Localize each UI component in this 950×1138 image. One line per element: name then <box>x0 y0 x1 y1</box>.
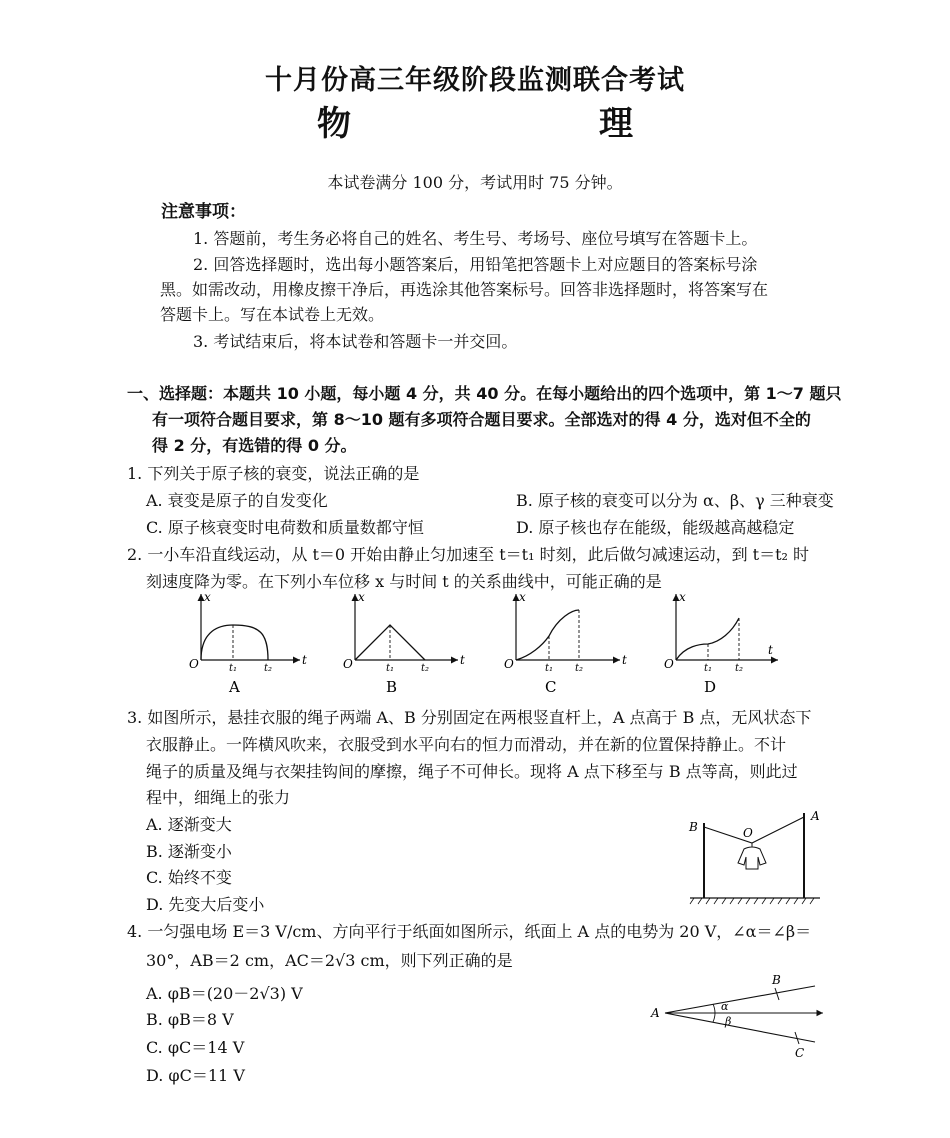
exam-title: 十月份高三年级阶段监测联合考试 <box>265 65 685 96</box>
q1-option-b: B. 原子核的衰变可以分为 α、β、γ 三种衰变 <box>516 491 834 510</box>
q4-line-2: 30°，AB＝2 cm，AC＝2√3 cm，则下列正确的是 <box>146 951 513 970</box>
graph-b-x-label: x <box>358 590 365 604</box>
q4-figure <box>645 970 835 1060</box>
graph-b-t2-label: t₂ <box>421 663 430 674</box>
graph-a-t-label: t <box>302 653 307 667</box>
graph-a-o-label: O <box>189 657 199 671</box>
graph-a-t2-label: t₂ <box>264 663 273 674</box>
graph-a-t1-label: t₁ <box>229 663 238 674</box>
graph-b-t1-label: t₁ <box>386 663 395 674</box>
graph-d-o-label: O <box>664 657 674 671</box>
notice-line-2c: 答题卡上。写在本试卷上无效。 <box>160 305 385 324</box>
section-1-line-2: 有一项符合题目要求，第 8～10 题有多项符合题目要求。全部选对的得 4 分，选对但不全的 <box>152 410 811 429</box>
q3-option-d: D. 先变大后变小 <box>146 895 265 914</box>
exam-info: 本试卷满分 100 分，考试用时 75 分钟。 <box>327 173 623 192</box>
graph-d-caption: D <box>704 678 717 696</box>
q3-line-1: 3. 如图所示，悬挂衣服的绳子两端 A、B 分别固定在两根竖直杆上，A 点高于 B 点，无风状态下 <box>127 708 812 727</box>
q3-label-o: O <box>743 826 753 840</box>
notice-line-1: 1. 答题前，考生务必将自己的姓名、考生号、考场号、座位号填写在答题卡上。 <box>193 229 758 248</box>
q4-option-a: A. φB＝(20－2√3) V <box>146 984 303 1003</box>
graph-a-x-label: x <box>204 590 211 604</box>
q4-label-a: A <box>651 1006 660 1020</box>
graph-d-x-label: x <box>679 590 686 604</box>
notice-line-2a: 2. 回答选择题时，选出每小题答案后，用铅笔把答题卡上对应题目的答案标号涂 <box>193 255 758 274</box>
q3-figure <box>680 805 830 910</box>
q3-line-2: 衣服静止。一阵横风吹来，衣服受到水平向右的恒力而滑动，并在新的位置保持静止。不计 <box>146 735 787 754</box>
graph-b-caption: B <box>386 678 398 696</box>
graph-b <box>343 590 465 674</box>
q3-option-a: A. 逐渐变大 <box>146 815 232 834</box>
q1-option-d: D. 原子核也存在能级，能级越高越稳定 <box>516 518 795 537</box>
section-1-line-3: 得 2 分，有选错的得 0 分。 <box>152 436 357 455</box>
graph-c-o-label: O <box>504 657 514 671</box>
graph-c <box>504 590 627 674</box>
notice-line-3: 3. 考试结束后，将本试卷和答题卡一并交回。 <box>193 332 518 351</box>
q4-label-alpha: α <box>721 1000 729 1013</box>
graph-a-caption: A <box>229 678 240 696</box>
graph-d-t1-label: t₁ <box>704 663 713 674</box>
graph-d <box>664 590 778 674</box>
graph-c-t2-label: t₂ <box>575 663 584 674</box>
q3-label-a: A <box>811 809 820 823</box>
q1-option-a: A. 衰变是原子的自发变化 <box>146 491 328 510</box>
graph-c-t1-label: t₁ <box>545 663 554 674</box>
q4-label-beta: β <box>725 1015 732 1028</box>
q3-label-b: B <box>689 820 698 834</box>
q1-stem: 1. 下列关于原子核的衰变，说法正确的是 <box>127 464 420 483</box>
q4-option-b: B. φB＝8 V <box>146 1010 234 1029</box>
q4-option-c: C. φC＝14 V <box>146 1038 245 1057</box>
section-1-line-1: 一、选择题：本题共 10 小题，每小题 4 分，共 40 分。在每小题给出的四个选项中，第 1～7 题只 <box>127 384 842 403</box>
graph-d-t-label: t <box>768 643 773 657</box>
q4-option-d: D. φC＝11 V <box>146 1066 245 1085</box>
graph-d-t2-label: t₂ <box>735 663 744 674</box>
q4-label-b: B <box>772 973 781 987</box>
graph-c-caption: C <box>545 678 557 696</box>
graph-b-o-label: O <box>343 657 353 671</box>
q2-graphs <box>180 588 780 698</box>
subject-title: 物 理 <box>317 104 693 144</box>
q3-option-b: B. 逐渐变小 <box>146 842 232 861</box>
q3-line-4: 程中，细绳上的张力 <box>146 788 291 807</box>
q2-line-1: 2. 一小车沿直线运动，从 t＝0 开始由静止匀加速至 t＝t₁ 时刻，此后做匀减速运动，到 t＝t₂ 时 <box>127 545 810 564</box>
q3-option-c: C. 始终不变 <box>146 868 232 887</box>
graph-c-x-label: x <box>519 590 526 604</box>
q4-label-c: C <box>795 1046 805 1060</box>
q4-line-1: 4. 一匀强电场 E＝3 V/cm、方向平行于纸面如图所示，纸面上 A 点的电势为 20 V，∠α＝∠β＝ <box>127 922 812 941</box>
graph-c-t-label: t <box>622 653 627 667</box>
q2-line-2: 刻速度降为零。在下列小车位移 x 与时间 t 的关系曲线中，可能正确的是 <box>146 572 662 591</box>
graph-b-t-label: t <box>460 653 465 667</box>
notice-heading: 注意事项： <box>161 202 246 222</box>
q3-line-3: 绳子的质量及绳与衣架挂钩间的摩擦，绳子不可伸长。现将 A 点下移至与 B 点等高，则此过 <box>146 762 798 781</box>
graph-a <box>189 590 307 674</box>
notice-line-2b: 黑。如需改动，用橡皮擦干净后，再选涂其他答案标号。回答非选择题时，将答案写在 <box>160 280 769 299</box>
q1-option-c: C. 原子核衰变时电荷数和质量数都守恒 <box>146 518 424 537</box>
